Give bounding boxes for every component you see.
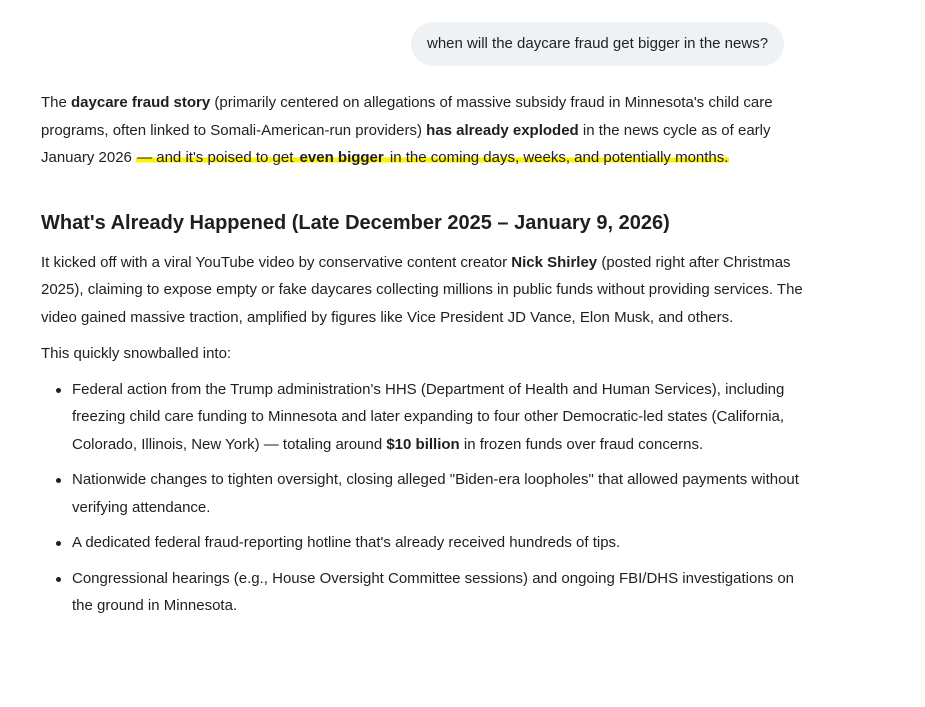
kickoff-text-2: (posted right after Christmas 2025), claiming to expose empty or fake daycares collecting millions in public funds without providing services. The video gained massive traction, amplified by figures like Vice President JD Vance, Elon Musk, and others.: [41, 253, 803, 326]
intro-text-3: in the news cycle as of early January 2026: [41, 121, 771, 166]
list-item: Congressional hearings (e.g., House Oversight Committee sessions) and ongoing FBI/DHS investigations on the ground in Minnesota.: [72, 565, 816, 620]
list-item: Nationwide changes to tighten oversight, closing alleged "Biden-era loopholes" that allowed payments without verifying attendance.: [72, 466, 816, 521]
intro-text-2: (primarily centered on allegations of massive subsidy fraud in Minnesota's child care programs, often linked to Somali-American-run providers): [41, 94, 773, 139]
highlighted-text-1: — and it's poised to get: [137, 149, 298, 166]
assistant-response: [41, 89, 816, 628]
intro-text-1: The: [41, 94, 72, 111]
intro-bold-1: daycare fraud story: [71, 94, 211, 111]
list-item: A dedicated federal fraud-reporting hotline that's already received hundreds of tips.: [72, 529, 816, 557]
kickoff-bold-name: Nick Shirley: [511, 253, 598, 271]
user-message-bubble: when will the daycare fraud get bigger in the news?: [411, 22, 784, 66]
bullet-1-text-2: in frozen funds over fraud concerns.: [459, 435, 704, 453]
section-heading: What's Already Happened (Late December 2025 – January 9, 2026): [41, 211, 670, 234]
intro-paragraph: [41, 89, 816, 172]
consequences-list: [41, 376, 816, 620]
bullet-1-text-1: Federal action from the Trump administration's HHS (Department of Health and Human Services), including freezing child care funding to Minnesota and later expanding to four other Democratic-led states (California, Colorado, Illinois, New York) — totaling around: [72, 380, 785, 453]
kickoff-paragraph: [41, 249, 816, 332]
snowball-paragraph: This quickly snowballed into:: [41, 345, 232, 362]
highlighted-bold-text: even bigger: [299, 149, 384, 166]
highlighted-text-2: in the coming days, weeks, and potentially months.: [385, 149, 729, 166]
bullet-1-bold: $10 billion: [386, 435, 460, 453]
kickoff-text-1: It kicked off with a viral YouTube video by conservative content creator: [41, 253, 512, 271]
list-item: [72, 376, 816, 459]
intro-bold-2: has already exploded: [426, 121, 579, 139]
